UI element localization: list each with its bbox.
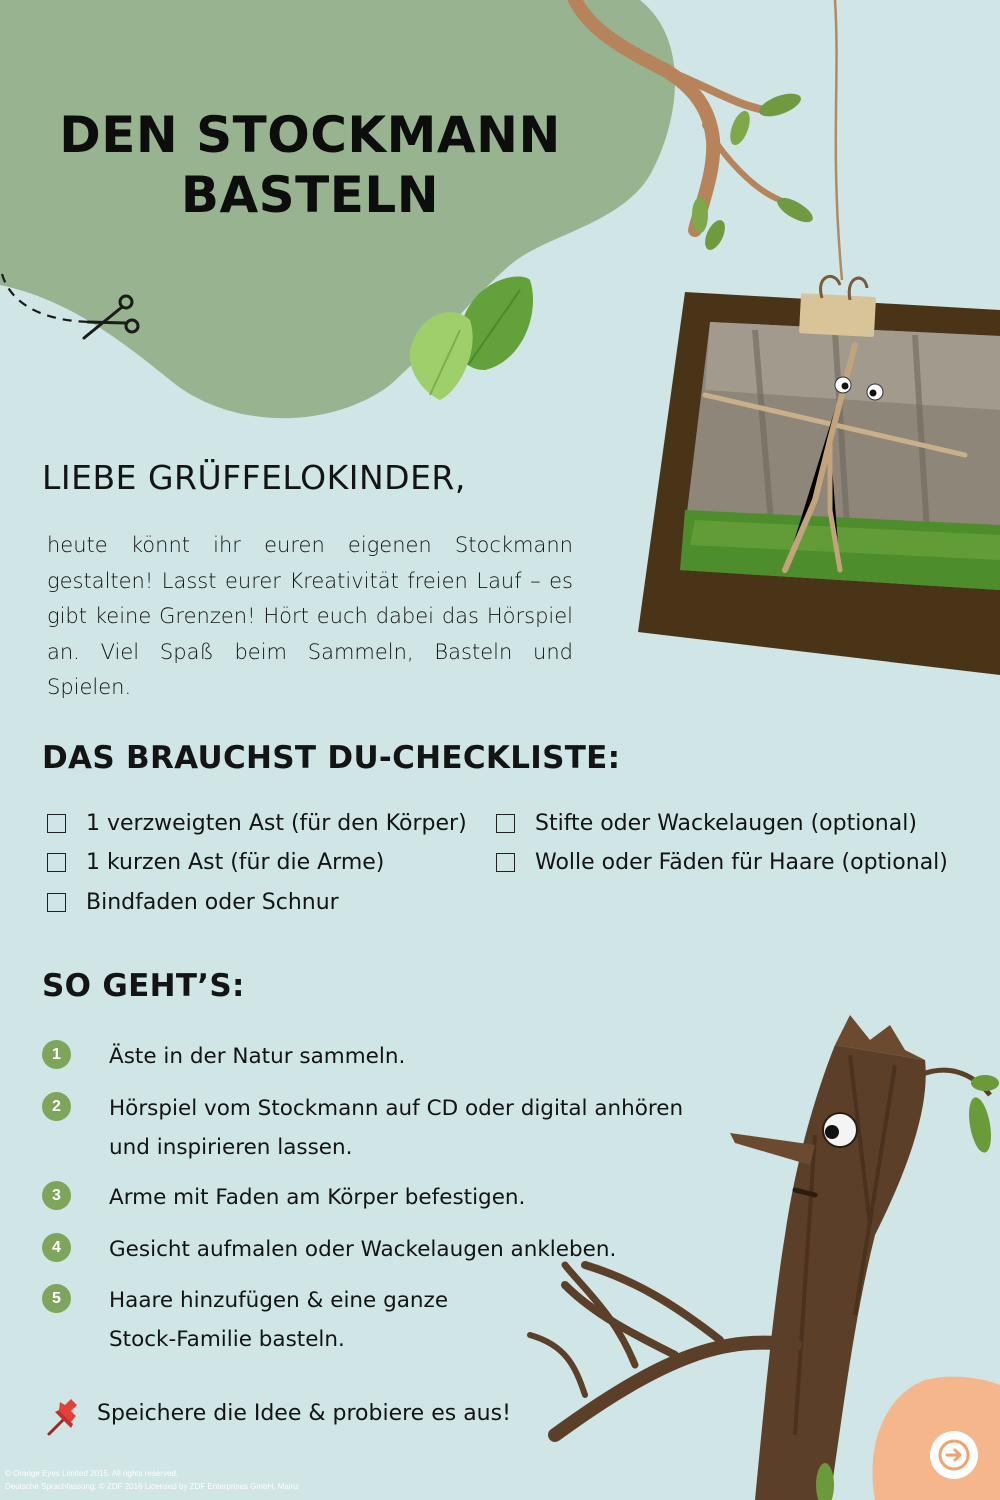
checkbox[interactable] — [496, 853, 515, 872]
branch-illustration — [565, 0, 815, 260]
steps-title: SO GEHT’S: — [42, 968, 245, 1004]
copyright-line-2: Deutsche Sprachfassung: © ZDF 2016 Licensed by ZDF Enterprises GmbH, Mainz — [5, 1482, 300, 1491]
intro-text: heute könnt ihr euren eigenen Stockmann gestalten! Lasst eurer Kreativität freien Lauf – es gibt keine Grenzen! Hört euch dabei das Hörspiel an. Viel Spaß beim Sammeln, Basteln und Spielen. — [47, 533, 573, 699]
checklist-item[interactable] — [47, 808, 467, 838]
step-number-badge: 1 — [42, 1040, 71, 1069]
step-text: Äste in der Natur sammeln. — [109, 1044, 406, 1069]
polaroid-photo — [635, 270, 1000, 680]
checkbox[interactable] — [47, 893, 66, 912]
arrow-right-icon — [938, 1439, 970, 1471]
save-idea-text: Speichere die Idee & probiere es aus! — [97, 1401, 511, 1426]
checklist-item[interactable] — [47, 887, 339, 917]
pushpin-icon — [43, 1398, 87, 1438]
title-line-2: BASTELN — [180, 166, 440, 224]
page-title — [40, 105, 580, 225]
greeting-heading: LIEBE GRÜFFELOKINDER, — [42, 458, 466, 497]
step-text: Haare hinzufügen & eine ganze — [109, 1288, 449, 1313]
checkbox[interactable] — [47, 853, 66, 872]
step-number-badge: 2 — [42, 1092, 71, 1121]
checklist-item-label: 1 verzweigten Ast (für den Körper) — [86, 810, 467, 836]
step-number-badge: 5 — [42, 1284, 71, 1313]
checkbox[interactable] — [47, 814, 66, 833]
next-button[interactable] — [930, 1431, 978, 1479]
step-item — [42, 1037, 405, 1076]
leaves-illustration — [400, 270, 550, 405]
step-number-badge: 4 — [42, 1233, 71, 1262]
step-text: Hörspiel vom Stockmann auf CD oder digital anhören — [109, 1096, 684, 1121]
copyright-line-1: © Orange Eyes Limited 2015. All rights reserved. — [5, 1469, 179, 1478]
checklist-item[interactable] — [496, 808, 917, 838]
checklist-item-label: Stifte oder Wackelaugen (optional) — [535, 810, 917, 836]
scissors-icon — [80, 292, 142, 344]
checklist-item[interactable] — [47, 847, 384, 877]
copyright-text — [5, 1467, 405, 1493]
step-text-cont: Stock-Familie basteln. — [109, 1327, 345, 1352]
step-item — [42, 1178, 525, 1217]
checkbox[interactable] — [496, 814, 515, 833]
checklist-item-label: Bindfaden oder Schnur — [86, 889, 339, 915]
checklist-title: DAS BRAUCHST DU-CHECKLISTE: — [42, 740, 621, 776]
step-text: Gesicht aufmalen oder Wackelaugen ankleben. — [109, 1237, 617, 1262]
checklist-item-label: 1 kurzen Ast (für die Arme) — [86, 849, 385, 875]
step-text: Arme mit Faden am Körper befestigen. — [109, 1185, 526, 1210]
checklist-item[interactable] — [496, 847, 948, 877]
title-line-1: DEN STOCKMANN — [59, 106, 561, 164]
step-item — [42, 1281, 448, 1359]
hanging-string — [820, 0, 860, 290]
step-number-badge: 3 — [42, 1181, 71, 1210]
stick-man-illustration — [525, 1015, 1000, 1500]
checklist-item-label: Wolle oder Fäden für Haare (optional) — [535, 849, 948, 875]
step-text-cont: und inspirieren lassen. — [109, 1135, 353, 1160]
